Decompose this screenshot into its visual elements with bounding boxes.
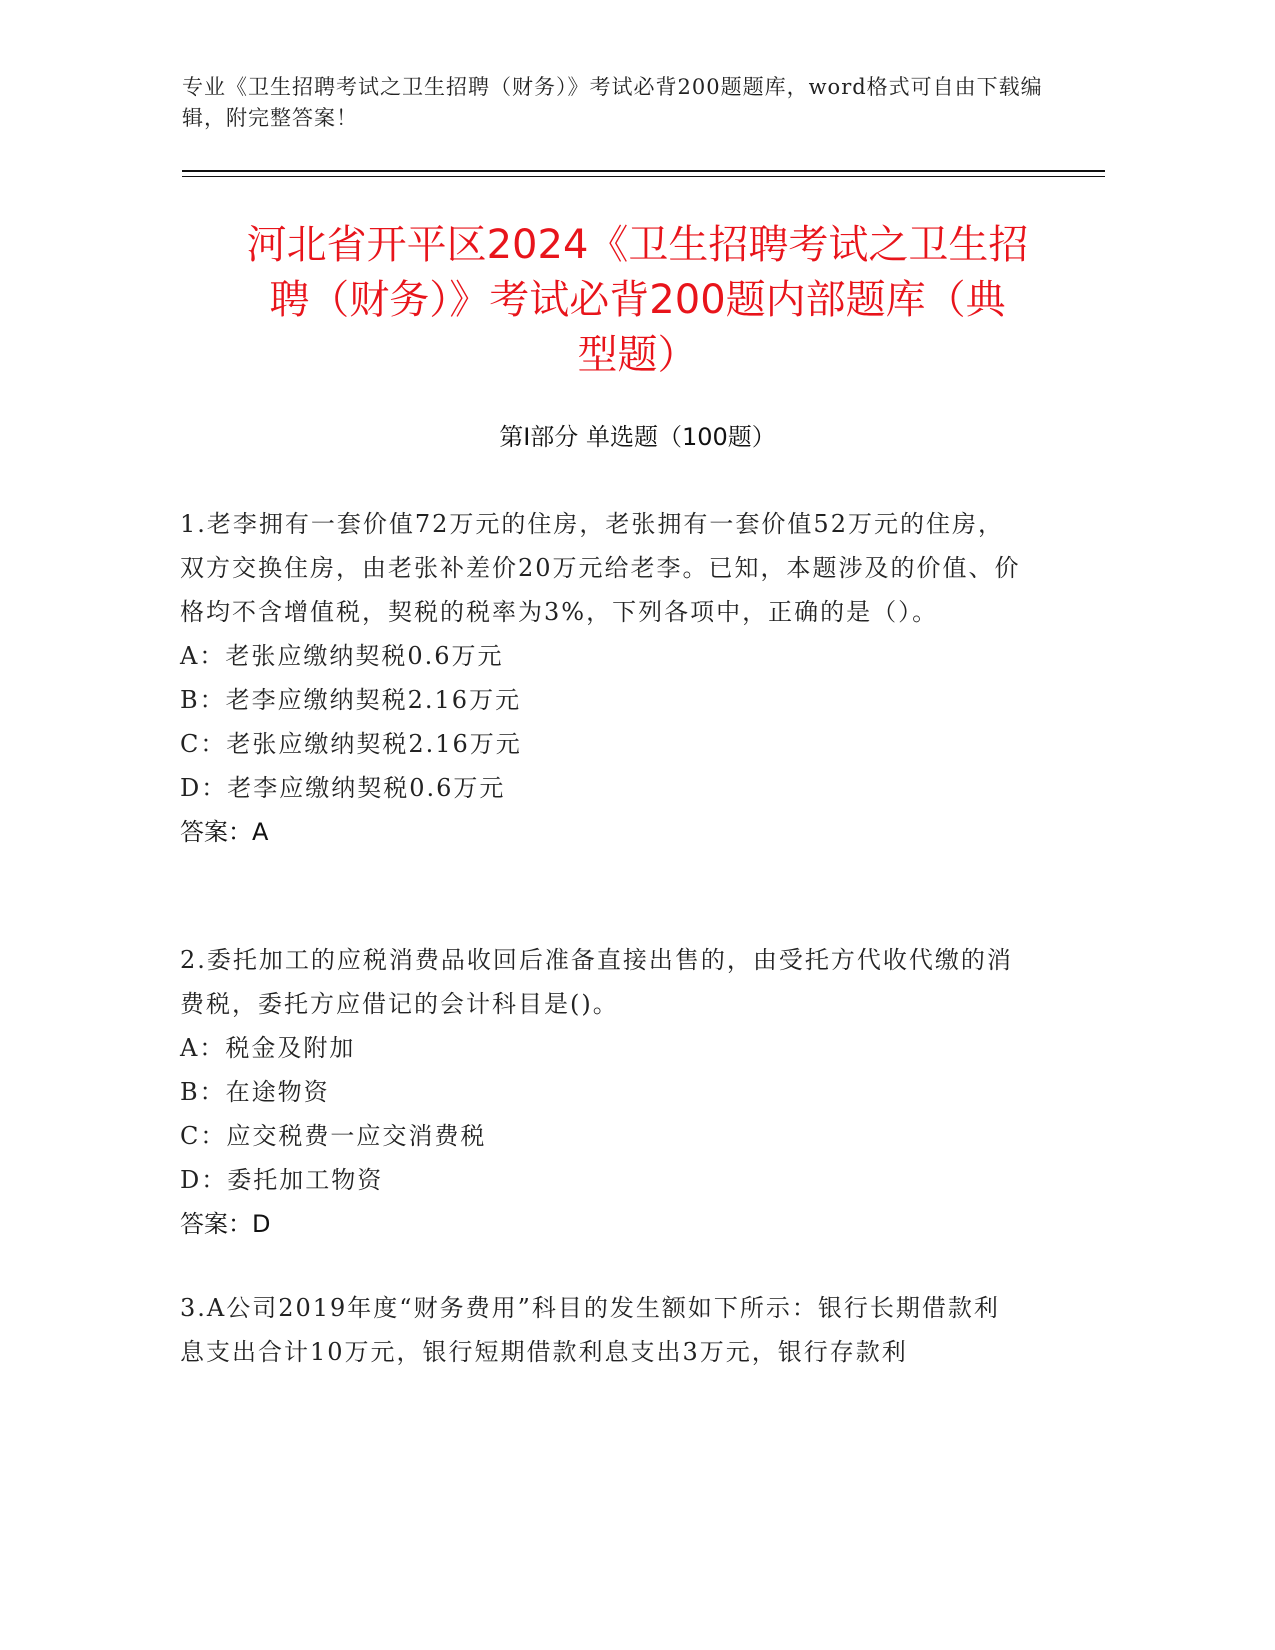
option-b: B：老李应缴纳契税2.16万元 — [180, 686, 522, 714]
document-title-line-1: 河北省开平区2024《卫生招聘考试之卫生招 — [246, 222, 1029, 268]
question-1 — [180, 502, 1025, 854]
option-c: C：应交税费一应交消费税 — [180, 1122, 487, 1150]
document-title — [175, 218, 1100, 383]
option-c: C：老张应缴纳契税2.16万元 — [180, 730, 522, 758]
question-3 — [180, 1286, 1025, 1374]
question-stem: 3.A公司2019年度“财务费用”科目的发生额如下所示：银行长期借款利息支出合计10万元，银行短期借款利息支出3万元，银行存款利 — [180, 1294, 1000, 1366]
question-stem: 2.委托加工的应税消费品收回后准备直接出售的，由受托方代收代缴的消费税，委托方应借记的会计科目是()。 — [180, 946, 1013, 1018]
section-heading: 第I部分 单选题（100题） — [499, 423, 776, 451]
answer: 答案：D — [180, 1210, 271, 1238]
option-d: D：老李应缴纳契税0.6万元 — [180, 774, 506, 802]
header-divider-thin — [182, 176, 1105, 177]
option-a: A：老张应缴纳契税0.6万元 — [180, 642, 504, 670]
option-b: B：在途物资 — [180, 1078, 330, 1106]
option-a: A：税金及附加 — [180, 1034, 356, 1062]
option-d: D：委托加工物资 — [180, 1166, 384, 1194]
question-2 — [180, 938, 1025, 1246]
answer: 答案：A — [180, 818, 269, 846]
header-note: 专业《卫生招聘考试之卫生招聘（财务）》考试必背200题题库，word格式可自由下载编辑，附完整答案！ — [182, 75, 1043, 130]
document-title-line-3: 型题） — [577, 332, 698, 378]
header-divider-thick — [182, 170, 1105, 172]
document-title-line-2: 聘（财务）》考试必背200题内部题库（典 — [269, 277, 1006, 323]
question-stem: 1.老李拥有一套价值72万元的住房，老张拥有一套价值52万元的住房，双方交换住房，由老张补差价20万元给老李。已知，本题涉及的价值、价格均不含增值税，契税的税率为3%，下列各项中，正确的是（）。 — [180, 510, 1021, 626]
